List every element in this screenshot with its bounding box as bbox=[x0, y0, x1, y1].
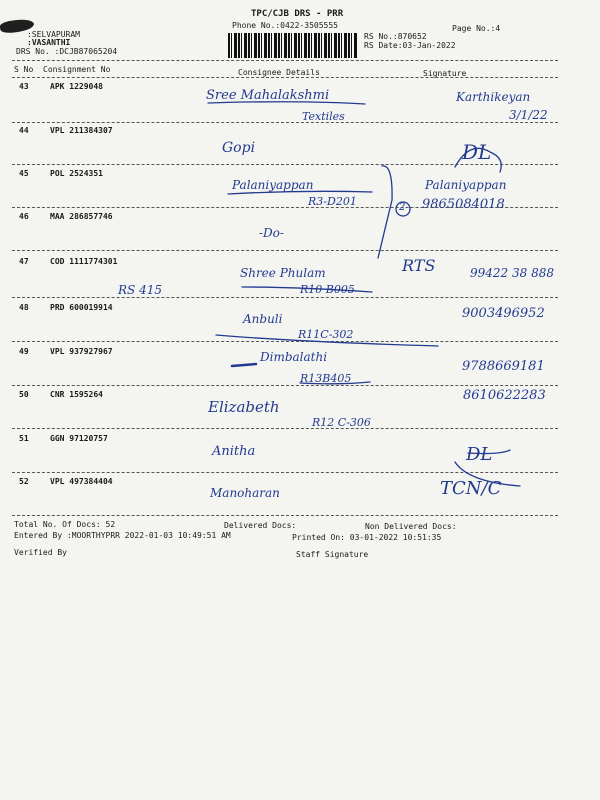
receiver-signature: DL bbox=[462, 140, 492, 164]
row-sno: 45 bbox=[19, 169, 29, 178]
row-sno: 43 bbox=[19, 82, 29, 91]
delivered-docs: Delivered Docs: bbox=[224, 521, 297, 530]
row-sno: 51 bbox=[19, 434, 29, 443]
consignee-address: R13B405 bbox=[300, 372, 352, 385]
phone-number: Phone No.:0422-3505555 bbox=[232, 21, 338, 30]
column-header-signature: Signature bbox=[423, 69, 467, 78]
row-consignment: APK 1229048 bbox=[50, 82, 103, 91]
column-header-consignment: Consignment No bbox=[43, 65, 111, 74]
receiver-signature: DL bbox=[466, 444, 493, 465]
consignee-name-line2: Textiles bbox=[302, 110, 345, 123]
column-header-sno: S No bbox=[14, 65, 34, 74]
consignee-name: Dimbalathi bbox=[260, 350, 328, 364]
consignee-address: R10 B005 bbox=[300, 283, 355, 296]
row-sno: 49 bbox=[19, 347, 29, 356]
row-consignment: VPL 497384404 bbox=[50, 477, 113, 486]
row-consignment: VPL 211384307 bbox=[50, 126, 113, 135]
receiver-phone: 99422 38 888 bbox=[470, 266, 554, 280]
column-header-consignee: Consignee Details bbox=[238, 68, 320, 77]
receiver-phone: 9865084018 bbox=[422, 197, 505, 212]
receiver-phone: 9003496952 bbox=[462, 306, 545, 321]
consignee-name: Anitha bbox=[212, 444, 256, 459]
staff-name: :VASANTHI bbox=[27, 38, 71, 47]
row-sno: 46 bbox=[19, 212, 29, 221]
printed-on: Printed On: 03-01-2022 10:51:35 bbox=[292, 533, 442, 542]
row-sno: 44 bbox=[19, 126, 29, 135]
cod-amount: RS 415 bbox=[118, 283, 162, 297]
receiver-phone: 9788669181 bbox=[462, 359, 545, 374]
consignee-address: R12 C-306 bbox=[312, 416, 371, 429]
consignee-name: Gopi bbox=[222, 140, 256, 156]
row-sno: 47 bbox=[19, 257, 29, 266]
circled-note: 2 bbox=[399, 202, 406, 213]
branch-name: :SELVAPURAM bbox=[27, 30, 80, 39]
receiver-signature: TCN/C bbox=[440, 478, 502, 499]
consignee-name: Manoharan bbox=[210, 486, 280, 500]
row-consignment: POL 2524351 bbox=[50, 169, 103, 178]
rs-date: RS Date:03-Jan-2022 bbox=[364, 41, 456, 50]
receiver-phone: 8610622283 bbox=[463, 388, 546, 403]
non-delivered-docs: Non Delivered Docs: bbox=[365, 522, 457, 531]
consignee-address: R3-D201 bbox=[308, 195, 357, 208]
row-consignment: PRD 600019914 bbox=[50, 303, 113, 312]
verified-by: Verified By bbox=[14, 548, 67, 557]
consignee-address: R11C-302 bbox=[298, 328, 354, 341]
consignee-name: Anbuli bbox=[243, 312, 283, 326]
row-sno: 50 bbox=[19, 390, 29, 399]
total-docs: Total No. Of Docs: 52 bbox=[14, 520, 116, 529]
receiver-signature: Karthikeyan bbox=[456, 90, 531, 104]
consignee-name: Sree Mahalakshmi bbox=[206, 88, 330, 103]
row-sno: 48 bbox=[19, 303, 29, 312]
consignee-name: Shree Phulam bbox=[240, 266, 326, 280]
consignee-name: -Do- bbox=[259, 226, 284, 240]
rs-number: RS No.:870652 bbox=[364, 32, 427, 41]
entered-by: Entered By :MOORTHYPRR 2022-01-03 10:49:51 AM bbox=[14, 531, 231, 540]
row-consignment: CNR 1595264 bbox=[50, 390, 103, 399]
receiver-stamp: RTS bbox=[402, 256, 436, 275]
row-consignment: MAA 286857746 bbox=[50, 212, 113, 221]
consignee-name: Palaniyappan bbox=[232, 178, 314, 192]
receiver-signature-date: 3/1/22 bbox=[509, 108, 548, 122]
staff-signature-label: Staff Signature bbox=[296, 550, 369, 559]
consignee-name: Elizabeth bbox=[208, 398, 280, 416]
row-consignment: VPL 937927967 bbox=[50, 347, 113, 356]
receiver-signature: Palaniyappan bbox=[425, 178, 507, 192]
document-title: TPC/CJB DRS - PRR bbox=[251, 9, 344, 19]
row-consignment: COD 1111774301 bbox=[50, 257, 118, 266]
row-consignment: GGN 97120757 bbox=[50, 434, 108, 443]
drs-number: DRS No. :DCJB87065204 bbox=[16, 47, 118, 56]
page-number: Page No.:4 bbox=[452, 24, 501, 33]
row-sno: 52 bbox=[19, 477, 29, 486]
